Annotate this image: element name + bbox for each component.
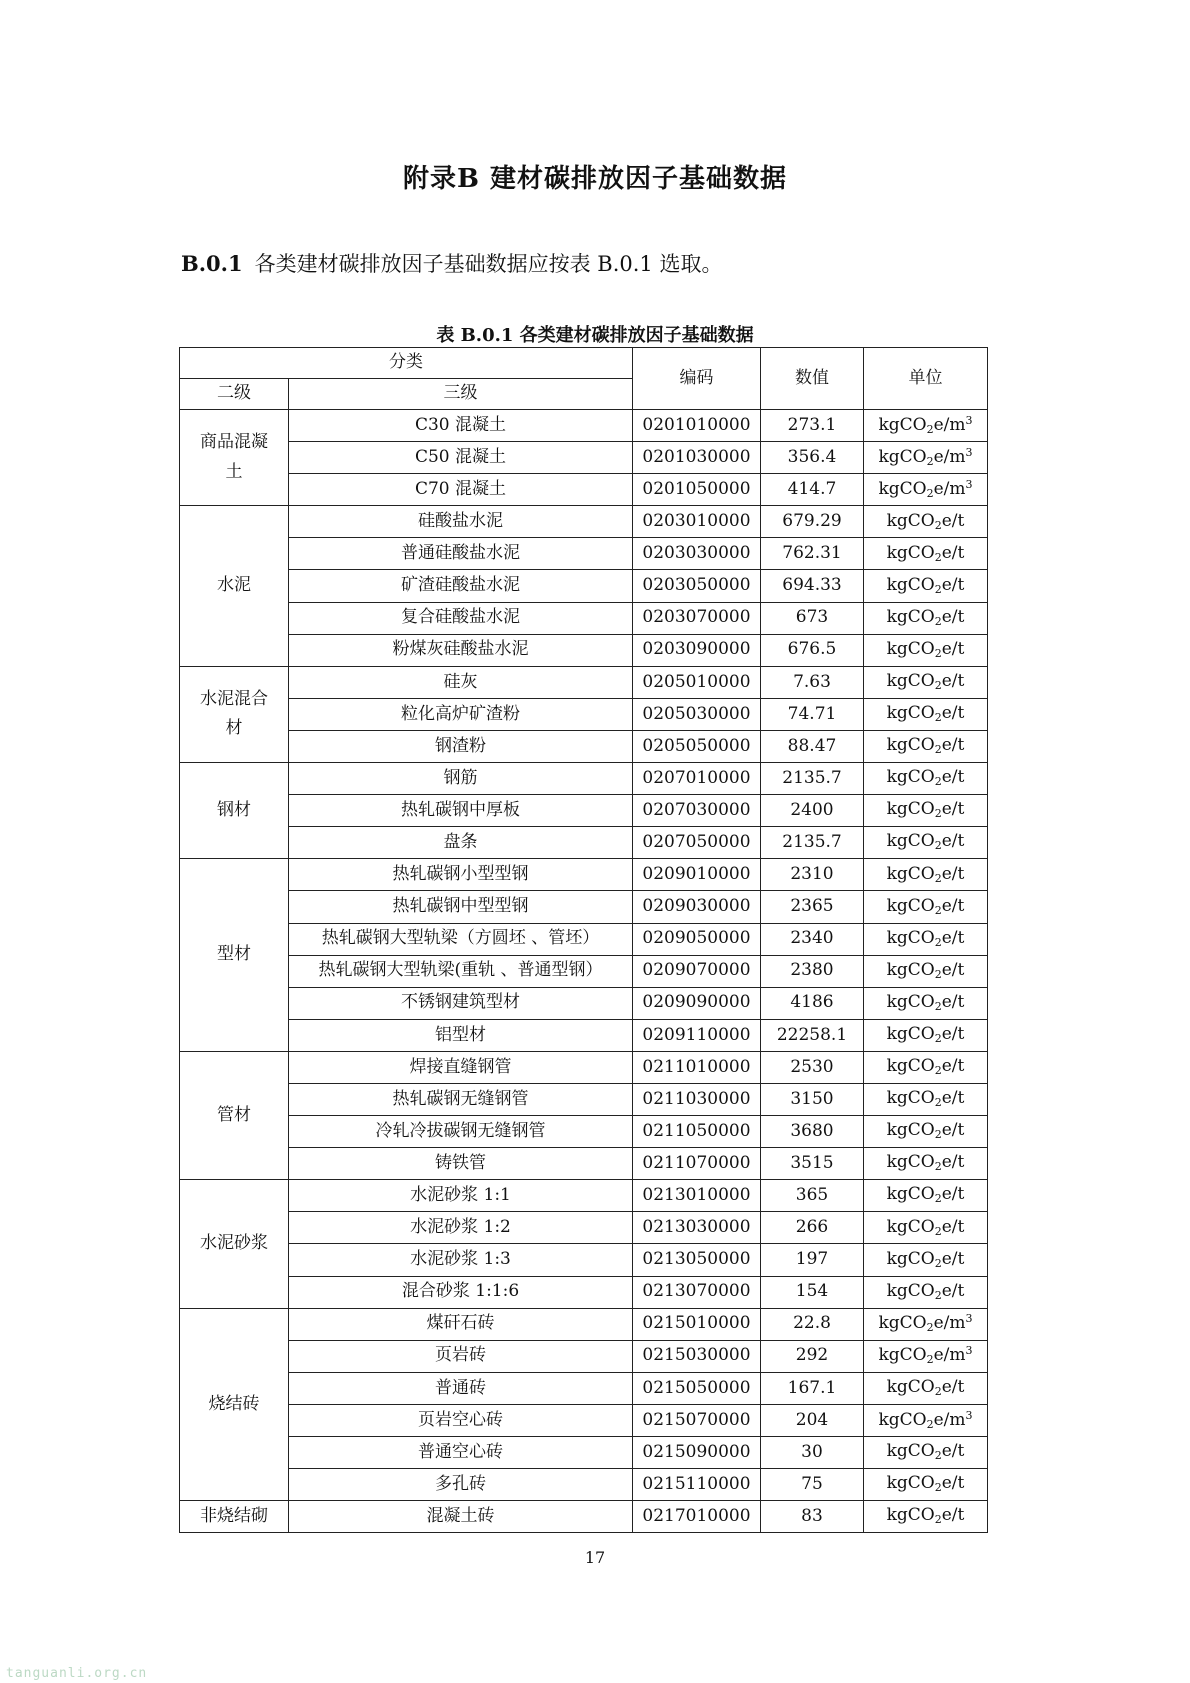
value-cell: 3515 [761,1148,864,1180]
value-cell: 356.4 [761,442,864,474]
code-cell: 0217010000 [633,1501,761,1533]
table-row [180,442,988,474]
value-cell: 204 [761,1404,864,1436]
code-cell: 0215090000 [633,1437,761,1469]
category-level3-cell: 不锈钢建筑型材 [289,987,633,1019]
category-level2-cell: 水泥砂浆 [180,1180,289,1308]
category-level2-cell: 水泥 [180,506,289,666]
clause-paragraph [181,248,722,278]
value-cell: 2365 [761,891,864,923]
unit-cell: $kgCO_2e/m^3$ [864,1308,988,1340]
category-level3-cell: 铸铁管 [289,1148,633,1180]
value-cell: 676.5 [761,634,864,666]
table-row [180,506,988,538]
value-cell: 7.63 [761,666,864,698]
code-cell: 0203070000 [633,602,761,634]
unit-cell: kgCO$_2$e/t [864,570,988,602]
category-level3-cell: 粉煤灰硅酸盐水泥 [289,634,633,666]
table-row [180,1404,988,1436]
table-row [180,1276,988,1308]
code-cell: 0203050000 [633,570,761,602]
table-row [180,538,988,570]
value-cell: 75 [761,1469,864,1501]
value-cell: 2380 [761,955,864,987]
table-row [180,1083,988,1115]
code-cell: 0213030000 [633,1212,761,1244]
table-row [180,1372,988,1404]
category-level3-cell: 混凝土砖 [289,1501,633,1533]
category-level3-cell: 热轧碳钢中厚板 [289,795,633,827]
value-cell: 3680 [761,1116,864,1148]
clause-number: B.0.1 [181,251,243,276]
category-level2-cell: 水泥混合材 [180,666,289,762]
value-cell: 2135.7 [761,763,864,795]
category-level2-cell: 钢材 [180,763,289,859]
value-cell: 74.71 [761,698,864,730]
unit-cell: kgCO$_2$e/t [864,538,988,570]
unit-cell: kgCO$_2$e/t [864,1501,988,1533]
value-cell: 2310 [761,859,864,891]
value-cell: 2135.7 [761,827,864,859]
table-row [180,859,988,891]
value-cell: 694.33 [761,570,864,602]
code-cell: 0203010000 [633,506,761,538]
category-level2-cell: 型材 [180,859,289,1052]
category-level3-cell: 页岩砖 [289,1340,633,1372]
unit-cell: kgCO$_2$e/t [864,795,988,827]
unit-cell: kgCO$_2$e/t [864,1437,988,1469]
page-number: 17 [584,1548,606,1567]
category-level3-cell: 硅灰 [289,666,633,698]
unit-cell: kgCO$_2$e/t [864,1372,988,1404]
value-cell: 4186 [761,987,864,1019]
unit-cell: kgCO$_2$e/t [864,859,988,891]
unit-cell: kgCO$_2$e/t [864,666,988,698]
unit-cell: kgCO$_2$e/t [864,1180,988,1212]
table-caption: 表 B.0.1 各类建材碳排放因子基础数据 [436,325,754,346]
table-row [180,891,988,923]
table-row [180,1308,988,1340]
code-cell: 0207010000 [633,763,761,795]
category-level3-cell: 煤矸石砖 [289,1308,633,1340]
table-row [180,763,988,795]
code-cell: 0211030000 [633,1083,761,1115]
category-level3-cell: 焊接直缝钢管 [289,1051,633,1083]
value-cell: 673 [761,602,864,634]
code-cell: 0209110000 [633,1019,761,1051]
value-cell: 154 [761,1276,864,1308]
table-row [180,666,988,698]
category-level3-cell: C50 混凝土 [289,442,633,474]
unit-cell: kgCO$_2$e/t [864,634,988,666]
category-level3-cell: 盘条 [289,827,633,859]
category-level3-cell: 冷轧冷拔碳钢无缝钢管 [289,1116,633,1148]
category-level2-cell: 非烧结砌 [180,1501,289,1533]
table-row [180,730,988,762]
code-cell: 0205050000 [633,730,761,762]
value-cell: 414.7 [761,474,864,506]
unit-cell: $kgCO_2e/m^3$ [864,474,988,506]
clause-text: 各类建材碳排放因子基础数据应按表 B.0.1 选取。 [254,252,723,276]
table-row [180,1019,988,1051]
category-level3-cell: 铝型材 [289,1019,633,1051]
code-cell: 0205010000 [633,666,761,698]
table-row [180,923,988,955]
code-cell: 0209070000 [633,955,761,987]
category-level3-cell: 粒化高炉矿渣粉 [289,698,633,730]
value-cell: 197 [761,1244,864,1276]
value-cell: 365 [761,1180,864,1212]
code-cell: 0213070000 [633,1276,761,1308]
carbon-factor-table [179,347,988,1533]
unit-cell: kgCO$_2$e/t [864,1276,988,1308]
code-cell: 0211010000 [633,1051,761,1083]
unit-cell: kgCO$_2$e/t [864,987,988,1019]
category-level3-cell: 普通硅酸盐水泥 [289,538,633,570]
category-level3-cell: 矿渣硅酸盐水泥 [289,570,633,602]
value-cell: 30 [761,1437,864,1469]
code-cell: 0201030000 [633,442,761,474]
code-cell: 0215110000 [633,1469,761,1501]
category-level3-cell: 热轧碳钢小型型钢 [289,859,633,891]
table-row [180,1116,988,1148]
unit-cell: kgCO$_2$e/t [864,1019,988,1051]
category-level3-cell: 水泥砂浆 1:2 [289,1212,633,1244]
table-row [180,1244,988,1276]
code-cell: 0215010000 [633,1308,761,1340]
value-cell: 762.31 [761,538,864,570]
header-value: 数值 [761,348,864,410]
value-cell: 266 [761,1212,864,1244]
table-row [180,1340,988,1372]
table-row [180,1437,988,1469]
code-cell: 0207050000 [633,827,761,859]
header-level3: 三级 [289,379,633,410]
page-title: 附录B 建材碳排放因子基础数据 [402,164,788,194]
table-row [180,795,988,827]
category-level2-cell: 商品混凝土 [180,410,289,506]
unit-cell: $kgCO_2e/m^3$ [864,442,988,474]
value-cell: 88.47 [761,730,864,762]
code-cell: 0213010000 [633,1180,761,1212]
table-row [180,1051,988,1083]
unit-cell: kgCO$_2$e/t [864,1116,988,1148]
category-level3-cell: 水泥砂浆 1:1 [289,1180,633,1212]
value-cell: 2530 [761,1051,864,1083]
table-row [180,698,988,730]
category-level3-cell: 钢渣粉 [289,730,633,762]
code-cell: 0203090000 [633,634,761,666]
table-row [180,410,988,442]
code-cell: 0201010000 [633,410,761,442]
code-cell: 0215050000 [633,1372,761,1404]
header-code: 编码 [633,348,761,410]
category-level3-cell: 钢筋 [289,763,633,795]
value-cell: 679.29 [761,506,864,538]
table-row [180,1212,988,1244]
value-cell: 22.8 [761,1308,864,1340]
header-level2: 二级 [180,379,289,410]
category-level3-cell: 复合硅酸盐水泥 [289,602,633,634]
category-level3-cell: 热轧碳钢大型轨梁（方圆坯 、管坯） [289,923,633,955]
table-body [180,410,988,1533]
code-cell: 0209030000 [633,891,761,923]
unit-cell: kgCO$_2$e/t [864,891,988,923]
unit-cell: kgCO$_2$e/t [864,1148,988,1180]
value-cell: 167.1 [761,1372,864,1404]
code-cell: 0203030000 [633,538,761,570]
value-cell: 83 [761,1501,864,1533]
unit-cell: $kgCO_2e/m^3$ [864,1340,988,1372]
table-row [180,570,988,602]
unit-cell: kgCO$_2$e/t [864,1083,988,1115]
unit-cell: kgCO$_2$e/t [864,698,988,730]
category-level2-cell: 烧结砖 [180,1308,289,1501]
unit-cell: kgCO$_2$e/t [864,602,988,634]
unit-cell: kgCO$_2$e/t [864,955,988,987]
table-row [180,1469,988,1501]
unit-cell: $kgCO_2e/m^3$ [864,410,988,442]
table-row [180,987,988,1019]
unit-cell: kgCO$_2$e/t [864,730,988,762]
unit-cell: kgCO$_2$e/t [864,1051,988,1083]
unit-cell: kgCO$_2$e/t [864,923,988,955]
table-row [180,602,988,634]
code-cell: 0215070000 [633,1404,761,1436]
unit-cell: kgCO$_2$e/t [864,827,988,859]
category-level3-cell: 热轧碳钢无缝钢管 [289,1083,633,1115]
table-row [180,1148,988,1180]
unit-cell: kgCO$_2$e/t [864,506,988,538]
unit-cell: $kgCO_2e/m^3$ [864,1404,988,1436]
value-cell: 22258.1 [761,1019,864,1051]
value-cell: 2400 [761,795,864,827]
category-level2-cell: 管材 [180,1051,289,1179]
category-level3-cell: 热轧碳钢中型型钢 [289,891,633,923]
table-row [180,634,988,666]
category-level3-cell: 水泥砂浆 1:3 [289,1244,633,1276]
value-cell: 2340 [761,923,864,955]
header-category: 分类 [180,348,633,379]
category-level3-cell: 混合砂浆 1:1:6 [289,1276,633,1308]
code-cell: 0201050000 [633,474,761,506]
unit-cell: kgCO$_2$e/t [864,1244,988,1276]
watermark: tanguanli.org.cn [6,1666,148,1681]
code-cell: 0209090000 [633,987,761,1019]
unit-cell: kgCO$_2$e/t [864,1469,988,1501]
value-cell: 3150 [761,1083,864,1115]
category-level3-cell: 多孔砖 [289,1469,633,1501]
table-row [180,827,988,859]
table-row [180,955,988,987]
category-level3-cell: 热轧碳钢大型轨梁(重轨 、普通型钢） [289,955,633,987]
code-cell: 0209010000 [633,859,761,891]
category-level3-cell: 页岩空心砖 [289,1404,633,1436]
unit-cell: kgCO$_2$e/t [864,763,988,795]
table-row [180,1501,988,1533]
table-row [180,474,988,506]
code-cell: 0209050000 [633,923,761,955]
value-cell: 273.1 [761,410,864,442]
code-cell: 0215030000 [633,1340,761,1372]
table-row [180,1180,988,1212]
unit-cell: kgCO$_2$e/t [864,1212,988,1244]
code-cell: 0211050000 [633,1116,761,1148]
category-level3-cell: 普通空心砖 [289,1437,633,1469]
code-cell: 0213050000 [633,1244,761,1276]
header-unit: 单位 [864,348,988,410]
category-level3-cell: 硅酸盐水泥 [289,506,633,538]
code-cell: 0211070000 [633,1148,761,1180]
code-cell: 0205030000 [633,698,761,730]
value-cell: 292 [761,1340,864,1372]
category-level3-cell: C70 混凝土 [289,474,633,506]
code-cell: 0207030000 [633,795,761,827]
category-level3-cell: C30 混凝土 [289,410,633,442]
category-level3-cell: 普通砖 [289,1372,633,1404]
